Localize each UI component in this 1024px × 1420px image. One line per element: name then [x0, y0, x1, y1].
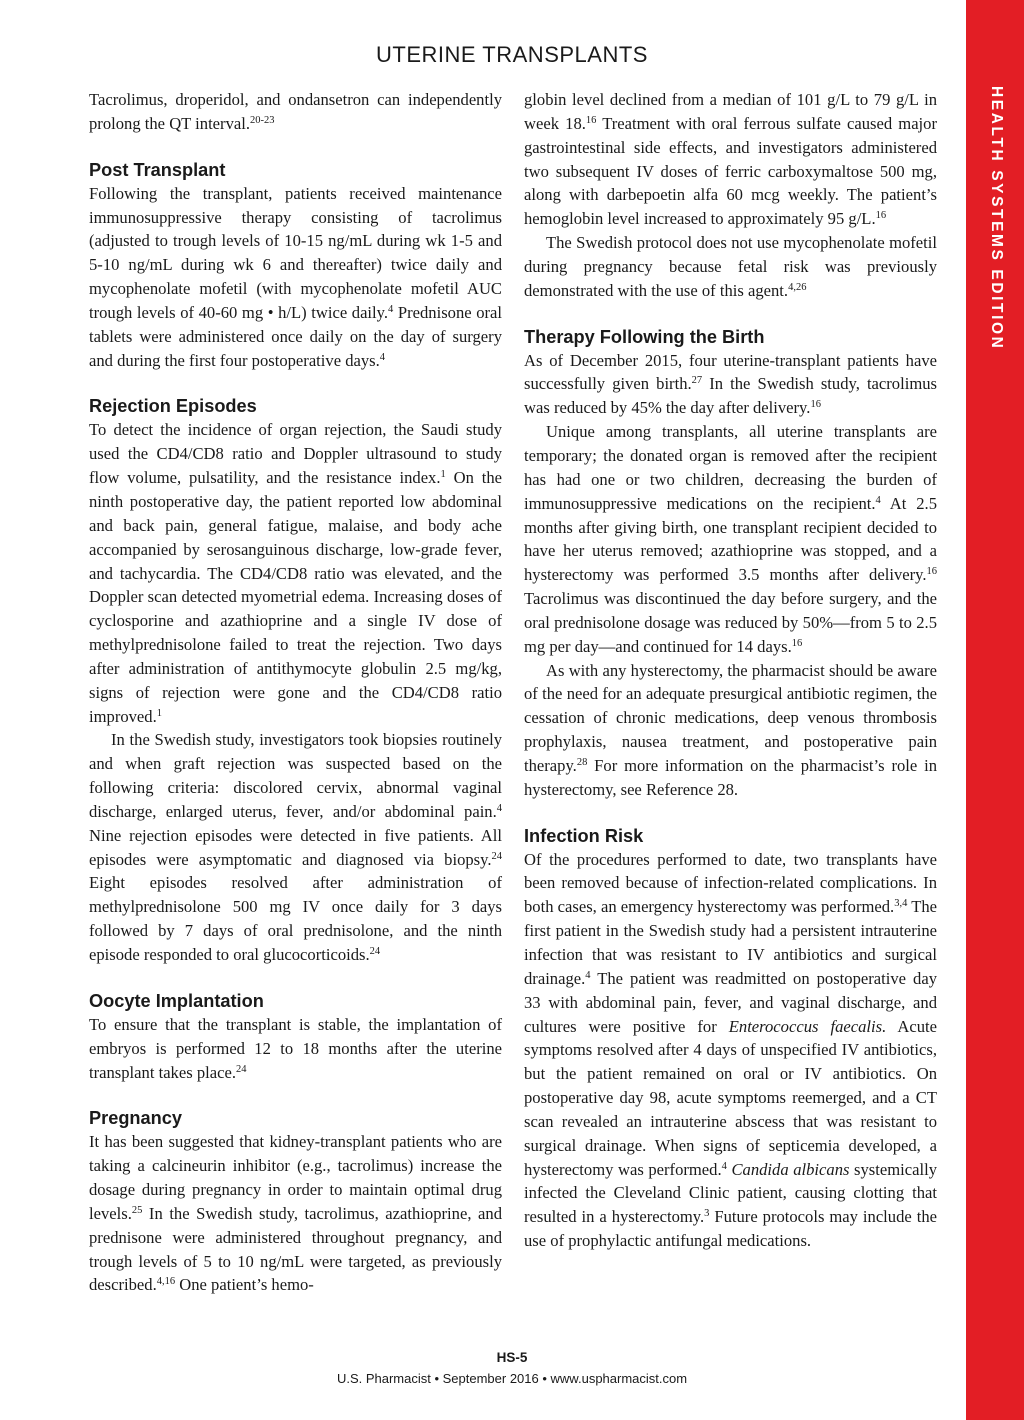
footer-credit: U.S. Pharmacist • September 2016 • www.uspharmacist.com	[336, 1371, 688, 1386]
paragraph: globin level declined from a median of 101 g/L to 79 g/L in week 18.16 Treatment with oral ferrous sulfate caused major gastrointestinal side effects, and investigators administered two subsequent IV doses of ferric carboxymaltose 500 mg, along with darbepoetin alfa 60 mcg weekly. The patient’s hemoglobin level increased to approximately 95 g/L.$^{16}$	[524, 90, 937, 229]
paragraph: To detect the incidence of organ rejection, the Saudi study used the CD4/CD8 ratio and Doppler ultrasound to study flow volume, pulsatility, and the resistance index.$^1$ On the ninth postoperative day, the patient reported low abdominal and back pain, general fatigue, malaise, and body ache accompanied by serosanguinous discharge, low-grade fever, and tachycardia. The CD4/CD8 ratio was elevated, and the Doppler scan detected myometrial edema. Increasing doses of cyclosporine and azathioprine and a single IV dose of methylprednisolone failed to treat the rejection. Two days after administration of antithymocyte globulin 2.5 mg/kg, signs of rejection were gone and the CD4/CD8 ratio improved.$^1$	[89, 420, 502, 726]
paragraph: Unique among transplants, all uterine transplants are temporary; the donated organ is removed after the recipient has had one or two children, decreasing the burden of immunosuppressive medications on the recipient.$^4$ At 2.5 months after giving birth, one transplant recipient decided to have her uterus removed; azathioprine was stopped, and a hysterectomy was performed 3.5 months after delivery.$^{16}$ Tacrolimus was discontinued the day before surgery, and the oral prednisolone dosage was reduced by 50%—from 5 to 2.5 mg per day—and continued for 14 days.$^{16}$	[524, 422, 937, 656]
section-heading-therapy: Therapy Following the Birth	[524, 326, 765, 347]
right-column	[524, 88, 937, 1253]
section-heading-infection: Infection Risk	[524, 825, 644, 846]
paragraph: As with any hysterectomy, the pharmacist should be aware of the need for an adequate presurgical antibiotic regimen, the cessation of chronic medications, deep venous thrombosis prophylaxis, nausea treatment, and postoperative pain therapy.$^{28}$ For more information on the pharmacist’s role in hysterectomy, see Reference 28.	[524, 660, 937, 799]
page-number: HS-5	[496, 1350, 528, 1365]
running-title: UTERINE TRANSPLANTS	[376, 42, 648, 67]
section-heading-post-transplant: Post Transplant	[89, 159, 226, 180]
paragraph: Tacrolimus, droperidol, and ondansetron can independently prolong the QT interval.$^{20-23}$	[89, 90, 502, 133]
paragraph: Following the transplant, patients received maintenance immunosuppressive therapy consisting of tacrolimus (adjusted to trough levels of 10-15 ng/mL during wk 1-5 and 5-10 ng/mL during wk 6 and thereafter) twice daily and mycophenolate mofetil (with mycophenolate mofetil AUC trough levels of 40-60 mg • h/L) twice daily.$^4$ Prednisone oral tablets were administered once daily on the day of surgery and during the first four postoperative days.$^4$	[89, 183, 502, 370]
edition-label: HEALTH SYSTEMS EDITION	[988, 86, 1005, 351]
left-column	[89, 88, 502, 1297]
section-heading-oocyte: Oocyte Implantation	[89, 990, 264, 1011]
section-heading-rejection: Rejection Episodes	[89, 396, 257, 417]
paragraph: In the Swedish study, investigators took biopsies routinely and when graft rejection was suspected based on the following criteria: discolored cervix, abnormal vaginal discharge, enlarged uterus, fever, and/or abdominal pain.$^4$ Nine rejection episodes were detected in five patients. All episodes were asymptomatic and diagnosed via biopsy.$^{24}$ Eight episodes resolved after administration of methylprednisolone 500 mg IV once daily for 3 days followed by 7 days of oral prednisolone, and the ninth episode responded to oral glucocorticoids.$^{24}$	[89, 730, 502, 964]
paragraph: To ensure that the transplant is stable, the implantation of embryos is performed 12 to 18 months after the uterine transplant takes place.$^{24}$	[89, 1014, 502, 1082]
paragraph: Of the procedures performed to date, two transplants have been removed because of infection-related complications. In both cases, an emergency hysterectomy was performed.$^{3,4}$ The first patient in the Swedish study had a persistent intrauterine infection that was resistant to IV antibiotics and surgical drainage.$^4$ The patient was readmitted on postoperative day 33 with abdominal pain, fever, and vaginal discharge, and cultures were positive for Enterococcus faecalis. Acute symptoms resolved after 4 days of unspecified IV antibiotics, but the patient remained on oral or IV antibiotics. On postoperative day 98, acute symptoms reemerged, and a CT scan revealed an intrauterine abscess that was resistant to surgical drainage. When signs of septicemia developed, a hysterectomy was performed.$^4$ Candida albicans systemically infected the Cleveland Clinic patient, causing clotting that resulted in a hysterectomy.$^3$ Future protocols may include the use of prophylactic antifungal medications.	[524, 849, 937, 1251]
section-heading-pregnancy: Pregnancy	[89, 1108, 182, 1129]
paragraph: It has been suggested that kidney-transplant patients who are taking a calcineurin inhibitor (e.g., tacrolimus) increase the dosage during pregnancy in order to maintain optimal drug levels.$^{25}$ In the Swedish study, tacrolimus, azathioprine, and prednisone were administered throughout pregnancy, and trough levels of 5 to 10 ng/mL were targeted, as previously described.$^{4,16}$ One patient’s hemo-	[89, 1132, 502, 1295]
paragraph: As of December 2015, four uterine-transplant patients have successfully given birth.$^{27}$ In the Swedish study, tacrolimus was reduced by 45% the day after delivery.$^{16}$	[524, 350, 937, 418]
paragraph: The Swedish protocol does not use mycophenolate mofetil during pregnancy because fetal risk was previously demonstrated with the use of this agent.$^{4,26}$	[524, 233, 937, 300]
